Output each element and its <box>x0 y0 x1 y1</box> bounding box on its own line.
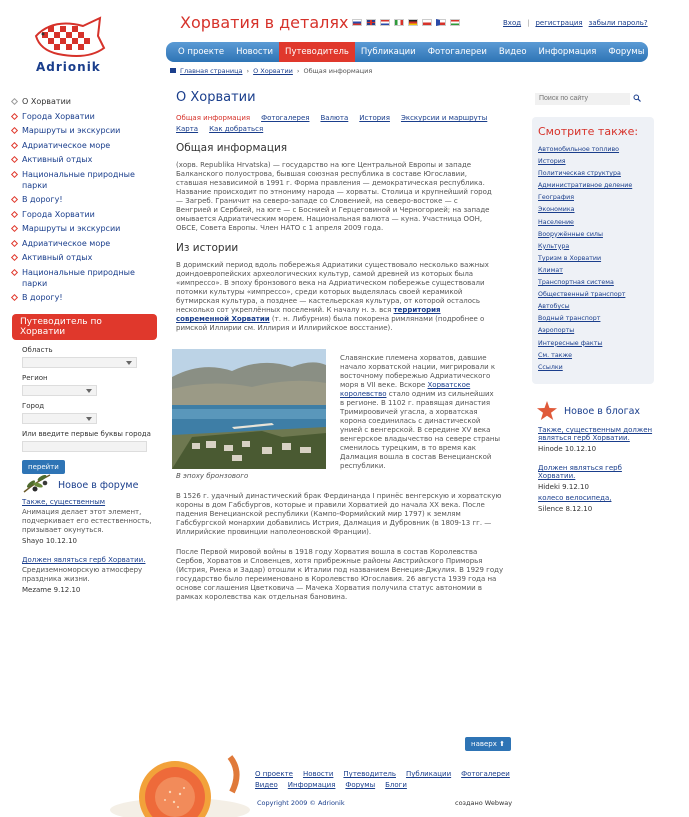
blog-post-meta: Hideki 9.12.10 <box>538 483 589 491</box>
login-link[interactable]: Вход <box>503 19 522 27</box>
bullet-icon <box>11 196 18 203</box>
chevron-down-icon <box>86 389 92 393</box>
left-menu-item[interactable]: Активный отдых <box>12 154 157 165</box>
left-menu-item[interactable]: В дорогу! <box>12 194 157 205</box>
see-also-link[interactable]: Аэропорты <box>538 327 575 335</box>
bullet-icon <box>11 254 18 261</box>
see-also-link[interactable]: География <box>538 194 574 202</box>
blog-post-title[interactable]: Должен являться герб Хорватии. <box>538 464 622 480</box>
bullet-icon <box>11 141 18 148</box>
breadcrumb <box>170 67 372 75</box>
logo-text[interactable]: Adrionik <box>36 60 101 74</box>
blog-post-meta: Silence 8.12.10 <box>538 505 593 513</box>
guide-title: Путеводитель по Хорватии <box>12 314 157 340</box>
flag-en-icon[interactable] <box>366 19 376 26</box>
subtab-currency[interactable]: Валюта <box>320 114 349 122</box>
footer-link-video[interactable]: Видео <box>255 781 278 789</box>
footer-link-news[interactable]: Новости <box>302 770 334 778</box>
kingdom-link[interactable]: Хорватское королевство <box>340 381 471 398</box>
flag-pl-icon[interactable] <box>422 19 432 26</box>
blogs-title[interactable]: Новое в блогах <box>564 406 641 417</box>
left-menu-item[interactable]: Города Хорватии <box>12 111 157 122</box>
language-flags <box>352 19 460 26</box>
see-also-link[interactable]: Административное деление <box>538 182 633 190</box>
left-menu-item[interactable]: Национальные природные парки <box>12 169 157 191</box>
footer-link-forums[interactable]: Форумы <box>345 781 376 789</box>
site-title: Хорватия в деталях <box>180 13 349 32</box>
footer-link-information[interactable]: Информация <box>287 781 336 789</box>
main-navigation <box>166 42 683 62</box>
nav-video[interactable]: Видео <box>498 47 527 57</box>
subtab-history[interactable]: История <box>359 114 390 122</box>
bullet-icon <box>11 239 18 246</box>
see-also-link[interactable]: Население <box>538 218 574 226</box>
see-also-link[interactable]: Ссылки <box>538 363 563 371</box>
bullet-icon <box>11 294 18 301</box>
bullet-icon <box>11 225 18 232</box>
bullet-icon <box>11 98 18 105</box>
left-menu-item[interactable]: Маршруты и экскурсии <box>12 223 157 234</box>
region-select[interactable] <box>22 357 137 368</box>
flag-hu-icon[interactable] <box>450 19 460 26</box>
see-also-link[interactable]: См. также <box>538 351 573 359</box>
forum-post-desc: Средиземноморскую атмосферу праздника жизни. <box>22 566 143 583</box>
breadcrumb-separator: › <box>246 67 250 75</box>
bullet-icon <box>11 112 18 119</box>
credit-text[interactable]: создано Webway <box>455 799 513 807</box>
history-paragraph-2: В 1526 г. удачный династический брак Фердинанда I принёс венгерскую и хорватскую короны в дом Габсбургов, которые и правили Хорватией до начала XX века. После падения Венецианской республики (Кампо-Формийский мир 1797) к землям Габсбургской монархии добавились Истрия, Далмация и Дубровник (в 1809-13 гг. — Иллирийские провинции наполеоновской Франции). <box>176 492 502 536</box>
see-also-link[interactable]: Туризм в Хорватии <box>538 254 602 262</box>
forum-post-title[interactable]: Должен являться герб Хорватии. <box>22 556 146 564</box>
nav-blogs[interactable]: Блоги <box>656 47 683 57</box>
home-icon <box>170 68 176 73</box>
left-menu-item[interactable]: В дорогу! <box>12 292 157 303</box>
blog-post-title[interactable]: колесо велосипеда, <box>538 494 612 502</box>
nav-publications[interactable]: Публикации <box>360 47 416 57</box>
subtab-map[interactable]: Карта <box>176 125 199 133</box>
history-side-paragraph: Славянские племена хорватов, давшие начало хорватской нации, мигрировали к восточному побережью Адриатического моря в VII веке. Вскоре Хорватское королевство стало одним из сильнейших в регионе. В 1102 г. правящая династия Тримироовичей угасла, а хорватская корона соединилась с династической унией с венгерской. В середине XV века венгерское владычество на севере страны сменилось турецким, в то время как Далмация вошла в состав Венецианской республики. <box>340 354 501 470</box>
flag-it-icon[interactable] <box>394 19 404 26</box>
city-search-label: Или введите первые буквы города <box>22 430 151 438</box>
subtab-general[interactable]: Общая информация <box>176 114 251 122</box>
footer-link-about[interactable]: О проекте <box>255 770 293 778</box>
auth-separator: | <box>527 19 530 27</box>
nav-photogalleries[interactable]: Фотогалереи <box>427 47 487 57</box>
region-label: Область <box>22 346 53 354</box>
flag-cz-icon[interactable] <box>436 19 446 26</box>
flag-hr-icon[interactable] <box>380 19 390 26</box>
forum-post <box>22 498 152 545</box>
footer-link-blogs[interactable]: Блоги <box>385 781 407 789</box>
blog-post-title[interactable]: Также, существенным должен являться герб Хорватии. <box>538 426 653 442</box>
coast-photo <box>172 349 326 469</box>
blog-post <box>538 426 661 453</box>
arrow-up-icon: ⬆ <box>499 740 505 748</box>
blog-post <box>538 494 661 513</box>
bullet-icon <box>11 268 18 275</box>
chevron-down-icon <box>126 361 132 365</box>
subtab-how-to-get[interactable]: Как добраться <box>209 125 264 133</box>
footer-link-guide[interactable]: Путеводитель <box>343 770 396 778</box>
breadcrumb-home[interactable]: Главная страница <box>180 67 243 75</box>
see-also-link[interactable]: Экономика <box>538 206 575 214</box>
city-select[interactable] <box>22 413 97 424</box>
bullet-icon <box>11 127 18 134</box>
olive-branch-icon <box>22 472 52 494</box>
area-select[interactable] <box>22 385 97 396</box>
page-title: О Хорватии <box>176 90 256 105</box>
subtab-excursions[interactable]: Экскурсии и маршруты <box>400 114 488 122</box>
left-menu-item[interactable]: Адриатическое море <box>12 140 157 151</box>
subtab-photogallery[interactable]: Фотогалерея <box>261 114 310 122</box>
see-also-link[interactable]: Интересные факты <box>538 339 603 347</box>
see-also-link[interactable]: Автомобильное топливо <box>538 146 620 153</box>
see-also-link[interactable]: История <box>538 158 566 166</box>
see-also-title: Смотрите также: <box>538 125 639 138</box>
register-link[interactable]: регистрация <box>535 19 583 27</box>
forgot-password-link[interactable]: забыли пароль? <box>588 19 648 27</box>
see-also-link[interactable]: Вооружённые силы <box>538 230 603 238</box>
left-menu-item[interactable]: Национальные природные парки <box>12 267 157 289</box>
area-label: Регион <box>22 374 48 382</box>
bullet-icon <box>11 210 18 217</box>
forum-post-meta: Shayo 10.12.10 <box>22 537 77 545</box>
see-also-link[interactable]: Автобусы <box>538 303 570 311</box>
see-also-link[interactable]: Политическая структура <box>538 170 621 178</box>
nav-forums[interactable]: Форумы <box>608 47 645 57</box>
bullet-icon <box>11 170 18 177</box>
footer-navigation <box>255 770 515 789</box>
subtabs <box>176 114 492 133</box>
see-also-link[interactable]: Общественный транспорт <box>538 291 626 299</box>
main-content <box>176 90 492 333</box>
guide-form <box>12 314 157 474</box>
breadcrumb-separator: › <box>296 67 300 75</box>
left-menu <box>12 96 157 307</box>
section-heading: Общая информация <box>176 142 288 154</box>
nav-information[interactable]: Информация <box>538 47 597 57</box>
history-paragraph-3: После Первой мировой войны в 1918 году Хорватия вошла в состав Королевства Сербов, Хорватов и Словенцев, хотя прибрежные районы Австрийского Приморья (Истрия, Риека и Задар) отошли к Италии под названием Венеция-Джулия. В 1929 году государство было переименовано в Королевство Югославия. 26 августа 1939 года на основе соглашения Цветковича — Мачека Хорватия получила статус автономии в рамках королевства как отдельная бановина. <box>176 548 504 601</box>
city-label: Город <box>22 402 45 410</box>
see-also-box <box>532 117 654 384</box>
forum-post-title[interactable]: Также, существенным <box>22 498 106 506</box>
star-icon <box>536 400 558 422</box>
general-paragraph: (хорв. Republika Hrvatska) — государство на юге Центральной Европы и западе Балканского полуострова, бывшая союзная республика в составе Югославии, ставшая независимой в 1991 г. Форма правления — демократическая республика. Название происходит по этнониму народа — хорваты. Столица и крупнейший город — Загреб. Граничит на северо-западе со Словенией, на северо-востоке — с Венгрией и Сербией, на юге — с Боснией и Герцеговиной и Черногорией; на западе омывается Адриатическим морем. Национальная валюта — куна. Участница ООН, ОБСЕ, Совета Европы. Член НАТО с 1 апреля 2009 года. <box>176 161 492 232</box>
left-menu-item[interactable]: Адриатическое море <box>12 238 157 249</box>
nav-guide[interactable]: Путеводитель <box>279 42 355 62</box>
see-also-link[interactable]: Культура <box>538 242 570 250</box>
left-menu-item[interactable]: О Хорватии <box>12 96 157 107</box>
footer-link-photogalleries[interactable]: Фотогалереи <box>461 770 510 778</box>
forum-post-meta: Mezame 9.12.10 <box>22 586 81 594</box>
section-heading: Из истории <box>176 242 239 254</box>
flag-ru-icon[interactable] <box>352 19 362 26</box>
city-search-input[interactable] <box>22 441 147 452</box>
see-also-link[interactable]: Водный транспорт <box>538 315 601 323</box>
forum-post-desc: Анимация делает этот элемент, подчеркивает его естественность, призывает окунуться. <box>22 508 152 534</box>
chevron-down-icon <box>86 417 92 421</box>
nav-news[interactable]: Новости <box>236 47 274 57</box>
photo-caption: В эпоху бронзового <box>176 472 249 480</box>
auth-links <box>503 19 648 27</box>
back-to-top-button[interactable]: наверх ⬆ <box>465 737 511 751</box>
left-menu-item[interactable]: Города Хорватии <box>12 209 157 220</box>
nav-about[interactable]: О проекте <box>178 47 225 57</box>
see-also-links <box>538 144 648 374</box>
breadcrumb-about[interactable]: О Хорватии <box>253 67 293 75</box>
see-also-link[interactable]: Климат <box>538 266 563 274</box>
blog-post <box>538 464 661 491</box>
search-input[interactable] <box>535 93 630 105</box>
flag-de-icon[interactable] <box>408 19 418 26</box>
see-also-link[interactable]: Транспортная система <box>538 279 614 287</box>
breadcrumb-current: Общая информация <box>303 67 373 75</box>
forum-post <box>22 556 152 594</box>
bullet-icon <box>11 156 18 163</box>
fig-illustration <box>100 752 250 817</box>
left-menu-item[interactable]: Активный отдых <box>12 252 157 263</box>
blog-post-meta: Hinode 10.12.10 <box>538 445 597 453</box>
history-paragraph: В доримский период вдоль побережья Адриатики существовало несколько важных доиндоевропейских археологических культур, самой древней из которых была «импрессо». В эпоху бронзового века на Адриатическом побережье существовали потомки культуры «импрессо», среди которых выделялась своей керамикой бутмирская культура, а позднее — кастельерская культура, от которой осталось несколько сот укреплённых поселений. К началу н. э. вся территория современной Хорватии (т. н. Либурния) была покорена римлянами (подробнее о римской Иллирии см. Иллирия и Иллирийское восстание). <box>176 261 489 332</box>
go-button[interactable]: перейти <box>22 460 65 474</box>
search-icon[interactable] <box>633 94 641 102</box>
copyright-text: Copyright 2009 © Adrionik <box>257 799 345 807</box>
forum-title[interactable]: Новое в форуме <box>58 480 139 491</box>
history-link[interactable]: территория современной Хорватии <box>176 306 441 323</box>
footer-link-publications[interactable]: Публикации <box>405 770 452 778</box>
left-menu-item[interactable]: Маршруты и экскурсии <box>12 125 157 136</box>
